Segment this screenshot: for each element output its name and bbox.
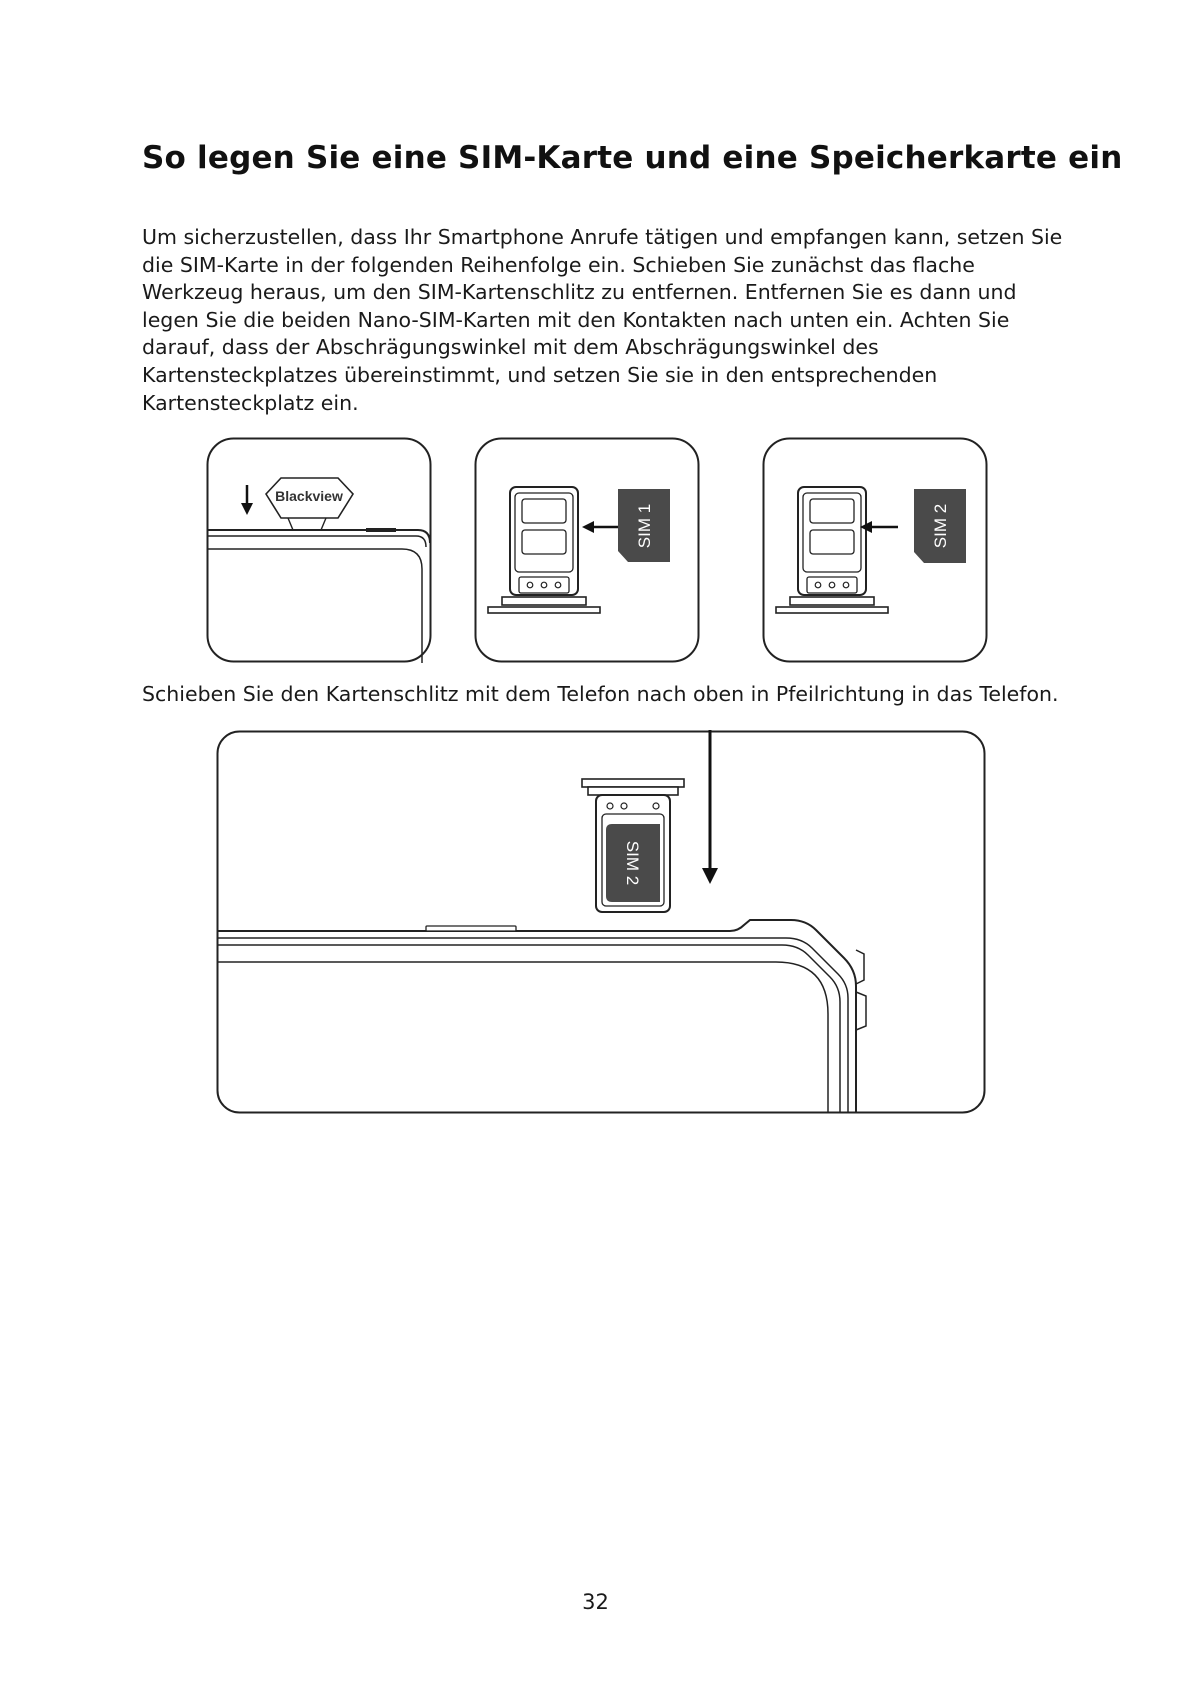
sim1-card	[618, 489, 670, 562]
sim1-label: SIM 1	[635, 503, 654, 549]
intro-line: Kartensteckplatz ein.	[142, 390, 359, 415]
insert-caption: Schieben Sie den Kartenschlitz mit dem Telefon nach oben in Pfeilrichtung in das Telefon.	[142, 682, 1059, 706]
sim2-tray-illustration	[762, 437, 988, 663]
intro-line: legen Sie die beiden Nano-SIM-Karten mit den Kontakten nach unten ein. Achten Sie	[142, 307, 1010, 332]
intro-paragraph	[142, 224, 1072, 417]
intro-line: die SIM-Karte in der folgenden Reihenfolge ein. Schieben Sie zunächst das flache	[142, 252, 975, 277]
insert-tray-illustration	[216, 730, 986, 1114]
intro-line: Kartensteckplatzes übereinstimmt, und setzen Sie sie in den entsprechenden	[142, 362, 938, 387]
tool-brand-label: Blackview	[275, 488, 343, 504]
page-number: 32	[582, 1590, 609, 1614]
sim1-tray-illustration	[474, 437, 700, 663]
page-title: So legen Sie eine SIM-Karte und eine Speicherkarte ein	[142, 140, 1123, 176]
intro-line: Werkzeug heraus, um den SIM-Kartenschlitz zu entfernen. Entfernen Sie es dann und	[142, 280, 1017, 305]
sim2-card	[606, 824, 660, 902]
eject-tool-illustration	[206, 437, 432, 663]
insert-sim-label: SIM 2	[623, 840, 642, 886]
intro-line: darauf, dass der Abschrägungswinkel mit dem Abschrägungswinkel des	[142, 335, 879, 360]
intro-line: Um sicherzustellen, dass Ihr Smartphone Anrufe tätigen und empfangen kann, setzen Sie	[142, 225, 1063, 249]
sim2-label: SIM 2	[931, 503, 950, 549]
sim2-card	[914, 489, 966, 563]
